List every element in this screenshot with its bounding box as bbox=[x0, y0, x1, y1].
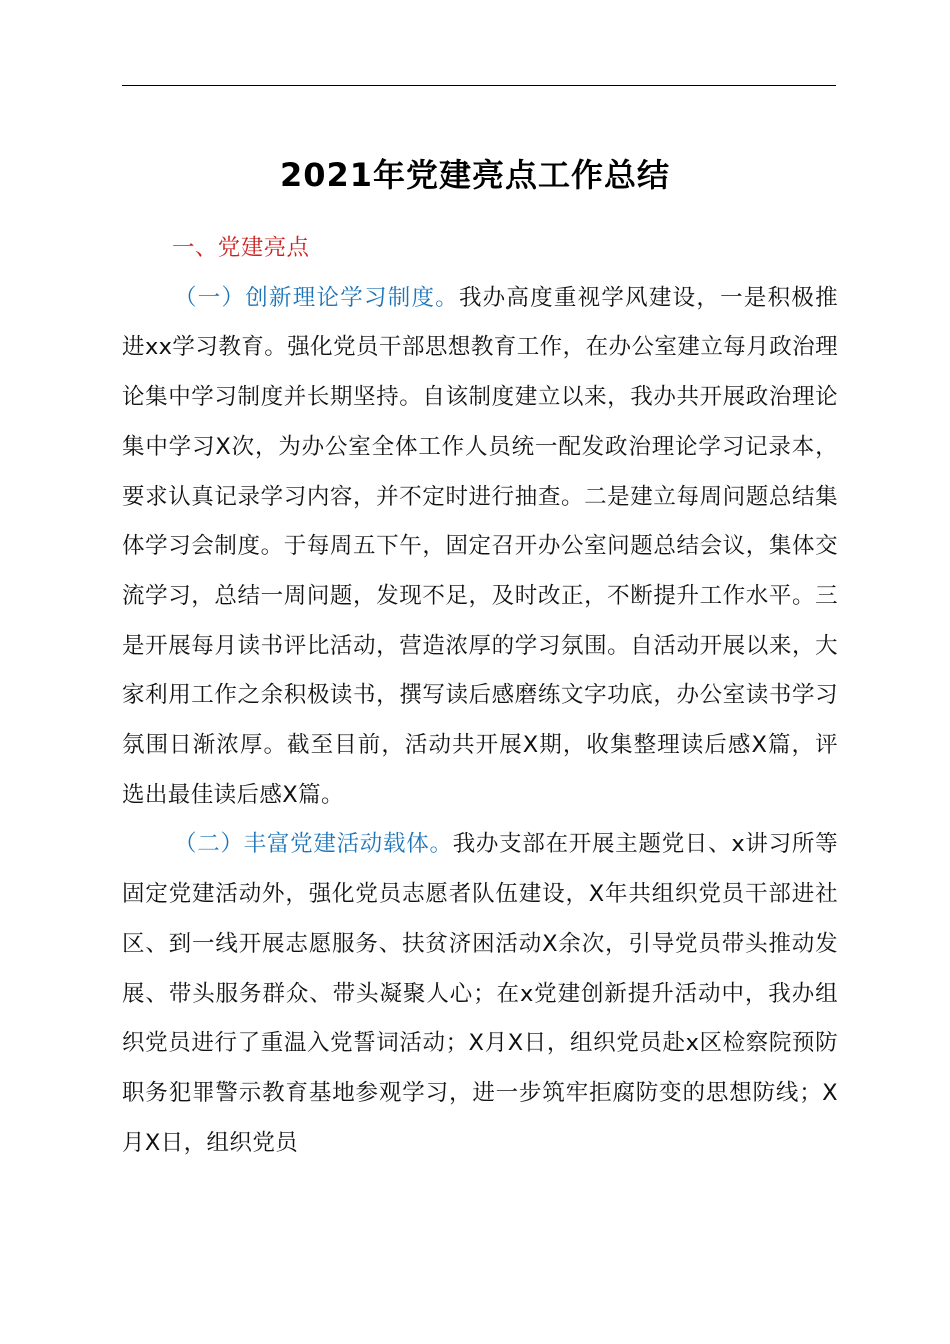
document-body bbox=[122, 224, 838, 1168]
paragraph-1-text: 我办高度重视学风建设，一是积极推进xx学习教育。强化党员干部思想教育工作，在办公室建立每月政治理论集中学习制度并长期坚持。自该制度建立以来，我办共开展政治理论集中学习X次，为办公室全体工作人员统一配发政治理论学习记录本，要求认真记录学习内容，并不定时进行抽查。二是建立每周问题总结集体学习会制度。于每周五下午，固定召开办公室问题总结会议，集体交流学习，总结一周问题，发现不足，及时改正，不断提升工作水平。三是开展每月读书评比活动，营造浓厚的学习氛围。自活动开展以来，大家利用工作之余积极读书，撰写读后感磨练文字功底，办公室读书学习氛围日渐浓厚。截至目前，活动共开展X期，收集整理读后感X篇，评选出最佳读后感X篇。 bbox=[122, 284, 838, 808]
paragraph-2 bbox=[122, 820, 838, 1168]
section-heading: 一、党建亮点 bbox=[172, 235, 310, 261]
paragraph-2-heading: （二）丰富党建活动载体。 bbox=[174, 831, 453, 858]
paragraph-1 bbox=[122, 274, 838, 821]
header-rule bbox=[122, 85, 836, 86]
paragraph-1-heading: （一）创新理论学习制度。 bbox=[174, 284, 459, 311]
document-title: 2021年党建亮点工作总结 bbox=[279, 156, 671, 194]
paragraph-2-text: 我办支部在开展主题党日、x讲习所等固定党建活动外，强化党员志愿者队伍建设，X年共组织党员干部进社区、到一线开展志愿服务、扶贫济困活动X余次，引导党员带头推动发展、带头服务群众、带头凝聚人心；在x党建创新提升活动中，我办组织党员进行了重温入党誓词活动；X月X日，组织党员赴x区检察院预防职务犯罪警示教育基地参观学习，进一步筑牢拒腐防变的思想防线；X月X日，组织党员 bbox=[122, 831, 838, 1156]
